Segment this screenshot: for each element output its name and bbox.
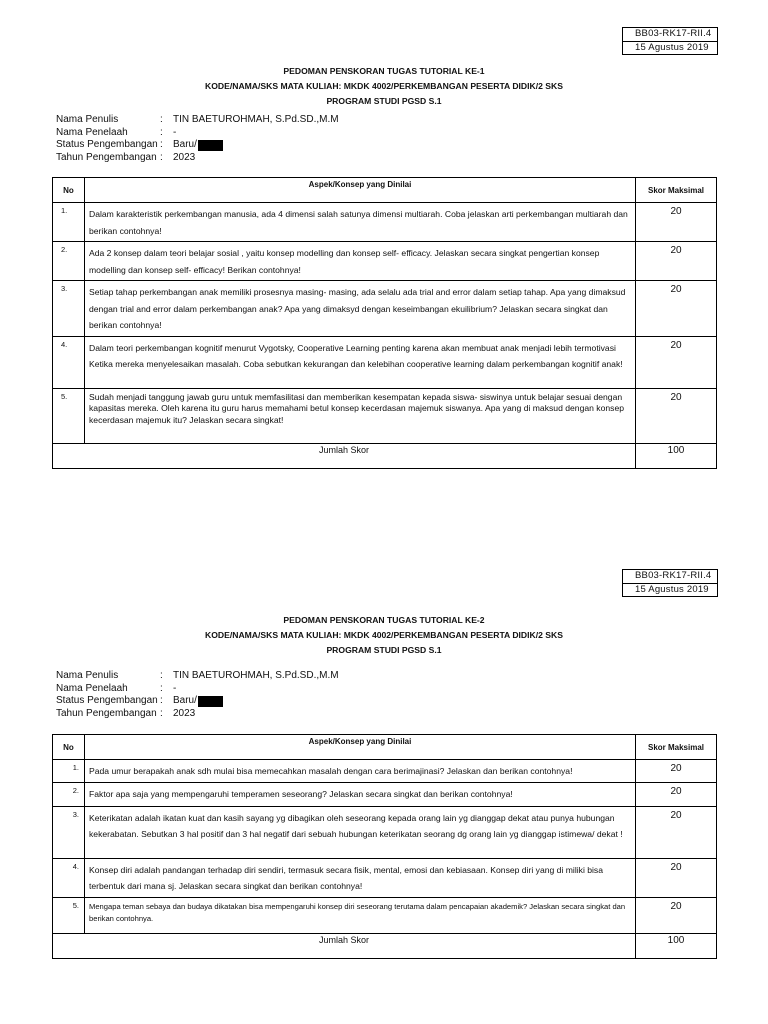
row-number: 1. xyxy=(53,203,85,242)
table-row xyxy=(53,388,717,443)
document-date: 15 Agustus 2019 xyxy=(623,583,717,597)
table-row xyxy=(53,242,717,281)
scoring-table xyxy=(52,734,717,959)
meta-colon: : xyxy=(160,139,163,151)
row-question: Dalam karakteristik perkembangan manusia, ada 4 dimensi salah satunya dimensi multiarah. Coba jelaskan arti perkembangan multiarah dan berikan contohnya! xyxy=(85,203,636,242)
meta-value: Baru/ xyxy=(173,139,197,151)
meta-row-year xyxy=(56,152,339,165)
meta-value-wrap xyxy=(173,695,223,708)
meta-value: - xyxy=(173,682,177,694)
redaction-block xyxy=(198,140,223,151)
header-aspek: Aspek/Konsep yang Dinilai xyxy=(85,735,636,760)
row-score: 20 xyxy=(636,388,717,443)
document-title: PEDOMAN PENSKORAN TUGAS TUTORIAL KE-2 xyxy=(283,615,485,625)
row-number: 2. xyxy=(53,242,85,281)
table-header-row xyxy=(53,178,717,203)
meta-label: Nama Penelaah xyxy=(56,126,128,138)
row-score: 20 xyxy=(636,897,717,933)
row-score: 20 xyxy=(636,203,717,242)
row-score: 20 xyxy=(636,336,717,388)
program-line: PROGRAM STUDI PGSD S.1 xyxy=(326,96,442,106)
meta-row-reviewer xyxy=(56,683,339,696)
header-no: No xyxy=(53,735,85,760)
redaction-block xyxy=(198,696,223,707)
meta-row-author xyxy=(56,670,339,683)
meta-value: 2023 xyxy=(173,151,196,163)
table-row xyxy=(53,782,717,806)
table-row xyxy=(53,336,717,388)
row-score: 20 xyxy=(636,858,717,897)
document-title: PEDOMAN PENSKORAN TUGAS TUTORIAL KE-1 xyxy=(283,66,485,76)
row-number: 5. xyxy=(53,897,85,933)
meta-label: Status Pengembangan xyxy=(56,695,158,707)
header-no: No xyxy=(53,178,85,203)
row-question: Dalam teori perkembangan kognitif menurut Vygotsky, Cooperative Learning penting karena akan membuat anak menjadi lebih termotivasi Ketika mereka menyelesaikan masalah. Coba sebutkan kekurangan dan kelebihan cooperative learning dalam perkembangan kognitif anak! xyxy=(85,336,636,388)
table-row xyxy=(53,281,717,337)
row-number: 4. xyxy=(53,336,85,388)
meta-colon: : xyxy=(160,707,163,719)
row-score: 20 xyxy=(636,281,717,337)
row-number: 5. xyxy=(53,388,85,443)
meta-label: Status Pengembangan xyxy=(56,139,158,151)
meta-value: 2023 xyxy=(173,707,196,719)
table-row xyxy=(53,858,717,897)
document-date: 15 Agustus 2019 xyxy=(623,41,717,55)
row-number: 2. xyxy=(53,782,85,806)
course-line: KODE/NAMA/SKS MATA KULIAH: MKDK 4002/PERKEMBANGAN PESERTA DIDIK/2 SKS xyxy=(205,81,563,91)
document-code: BB03-RK17-RII.4 xyxy=(635,28,712,39)
meta-label: Tahun Pengembangan xyxy=(56,151,157,163)
meta-label: Nama Penulis xyxy=(56,670,119,681)
meta-value-wrap xyxy=(173,139,223,152)
header-skor: Skor Maksimal xyxy=(636,735,717,760)
meta-value: TIN BAETUROHMAH, S.Pd.SD.,M.M xyxy=(173,114,339,125)
scoring-table xyxy=(52,177,717,469)
row-number: 4. xyxy=(53,858,85,897)
meta-row-reviewer xyxy=(56,127,339,140)
meta-colon: : xyxy=(160,126,163,138)
meta-colon: : xyxy=(160,670,163,681)
meta-value: TIN BAETUROHMAH, S.Pd.SD.,M.M xyxy=(173,670,339,681)
table-row xyxy=(53,760,717,783)
table-row xyxy=(53,203,717,242)
total-label: Jumlah Skor xyxy=(53,933,636,958)
meta-info xyxy=(56,670,339,720)
header-aspek: Aspek/Konsep yang Dinilai xyxy=(85,178,636,203)
row-question: Sudah menjadi tanggung jawab guru untuk memfasilitasi dan memberikan kesempatan kepada siswa- siswinya untuk belajar sesuai dengan kapasitas mereka. Oleh karena itu guru harus memahami betul konsep kecerdasan majemuk siswanya. Apa yang di maksud dengan konsep kecerdasan majemuk itu? Jelaskan secara singkat! xyxy=(85,388,636,443)
row-score: 20 xyxy=(636,242,717,281)
meta-label: Nama Penulis xyxy=(56,114,119,125)
document-code-box xyxy=(622,27,718,55)
table-row xyxy=(53,806,717,858)
meta-colon: : xyxy=(160,695,163,707)
total-score: 100 xyxy=(636,933,717,958)
meta-row-author xyxy=(56,114,339,127)
meta-colon: : xyxy=(160,682,163,694)
document-code: BB03-RK17-RII.4 xyxy=(635,570,712,581)
program-line: PROGRAM STUDI PGSD S.1 xyxy=(326,645,442,655)
meta-row-status xyxy=(56,695,339,708)
total-row xyxy=(53,443,717,468)
document-title-block xyxy=(0,613,768,658)
row-question: Setiap tahap perkembangan anak memiliki prosesnya masing- masing, ada selalu ada trial and error dalam setiap tahap. Apa yang dimaksud dengan trial and error dalam perkembangan anak? Apa yang dimaksyd dengan keseimbangan ekuilibrium? Jelaskan secara singkat dan berikan contohnya! xyxy=(85,281,636,337)
row-score: 20 xyxy=(636,782,717,806)
row-number: 1. xyxy=(53,760,85,783)
total-score: 100 xyxy=(636,443,717,468)
row-number: 3. xyxy=(53,281,85,337)
document-code-box xyxy=(622,569,718,597)
total-label: Jumlah Skor xyxy=(53,443,636,468)
row-question: Konsep diri adalah pandangan terhadap diri sendiri, termasuk secara fisik, mental, emosi dan kebiasaan. Konsep diri yang di miliki bisa terbentuk dari mana sj. Jelaskan secara singkat dan berikan contohnya! xyxy=(85,858,636,897)
document-title-block xyxy=(0,64,768,109)
meta-value: Baru/ xyxy=(173,695,197,707)
row-question: Ada 2 konsep dalam teori belajar sosial , yaitu konsep modelling dan konsep self- efficacy. Jelaskan secara singkat pengertian konsep modelling dan konsep self- efficacy! Berikan contohnya! xyxy=(85,242,636,281)
meta-row-status xyxy=(56,139,339,152)
row-score: 20 xyxy=(636,760,717,783)
table-header-row xyxy=(53,735,717,760)
course-line: KODE/NAMA/SKS MATA KULIAH: MKDK 4002/PERKEMBANGAN PESERTA DIDIK/2 SKS xyxy=(205,630,563,640)
table-row xyxy=(53,897,717,933)
row-number: 3. xyxy=(53,806,85,858)
total-row xyxy=(53,933,717,958)
meta-colon: : xyxy=(160,114,163,125)
row-score: 20 xyxy=(636,806,717,858)
meta-label: Nama Penelaah xyxy=(56,682,128,694)
meta-label: Tahun Pengembangan xyxy=(56,707,157,719)
meta-row-year xyxy=(56,708,339,721)
row-question: Mengapa teman sebaya dan budaya dikatakan bisa mempengaruhi konsep diri seseorang terutama dalam pencapaian akademik? Jelaskan secara singkat dan berikan contohnya. xyxy=(85,897,636,933)
header-skor: Skor Maksimal xyxy=(636,178,717,203)
row-question: Pada umur berapakah anak sdh mulai bisa memecahkan masalah dengan cara berimajinasi? Jelaskan dan berikan contohnya! xyxy=(85,760,636,783)
row-question: Keterikatan adalah ikatan kuat dan kasih sayang yg dibagikan oleh seseorang kepada orang lain yg dianggap dekat atau punya hubungan kekerabatan. Sebutkan 3 hal positif dan 3 hal negatif dari sebuah hubungan keterikatan seorang dg orang lain yg dianggap istimewa/ dekat ! xyxy=(85,806,636,858)
row-question: Faktor apa saja yang mempengaruhi temperamen seseorang? Jelaskan secara singkat dan berikan contohnya! xyxy=(85,782,636,806)
meta-value: - xyxy=(173,126,177,138)
meta-colon: : xyxy=(160,151,163,163)
meta-info xyxy=(56,114,339,164)
